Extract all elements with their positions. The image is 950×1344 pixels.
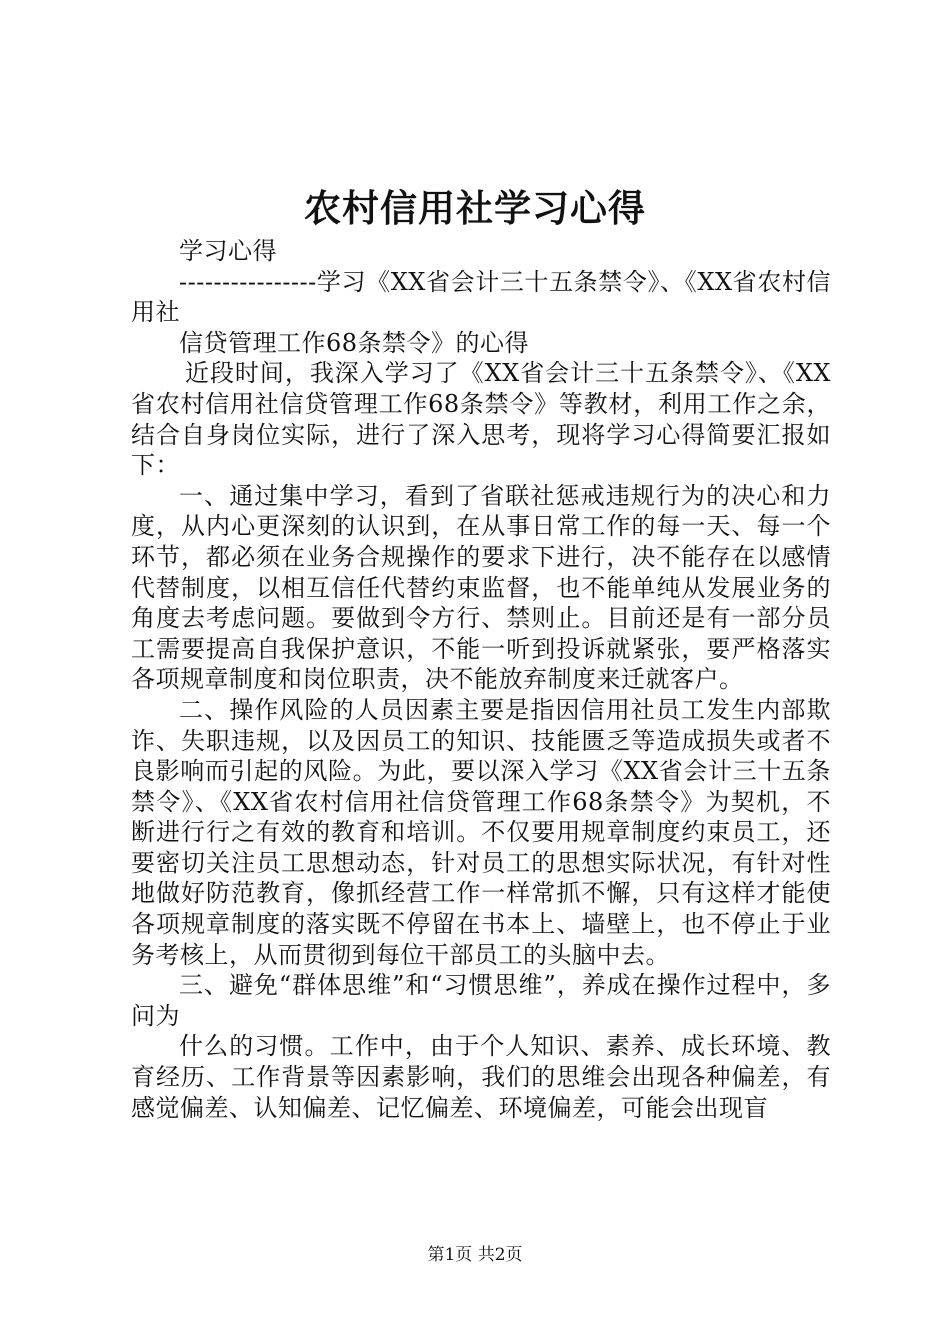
paragraph-subtitle-line-1: ----------------学习《XX省会计三十五条禁令》、《XX省农村信用社: [131, 267, 831, 327]
paragraph-point-3: 三、避免“群体思维”和“习惯思维”，养成在操作过程中，多问为: [131, 971, 831, 1030]
page-number-footer: 第1页 共2页: [427, 1245, 523, 1265]
paragraph-intro: 近段时间，我深入学习了《XX省会计三十五条禁令》、《XX省农村信用社信贷管理工作68条禁令》等教材，利用工作之余，结合自身岗位实际，进行了深入思考，现将学习心得简要汇报如下：: [131, 359, 831, 480]
paragraph-point-3-continued: 什么的习惯。工作中，由于个人知识、素养、成长环境、教育经历、工作背景等因素影响，我们的思维会出现各种偏差，有感觉偏差、认知偏差、记忆偏差、环境偏差，可能会出现盲: [131, 1032, 831, 1122]
document-body: [131, 236, 831, 1123]
paragraph-heading: 学习心得: [179, 237, 277, 265]
document-title: 农村信用社学习心得: [304, 186, 646, 230]
paragraph-point-1: 一、通过集中学习，看到了省联社惩戒违规行为的决心和力度，从内心更深刻的认识到，在从事日常工作的每一天、每一个环节，都必须在业务合规操作的要求下进行，决不能存在以感情代替制度，以相互信任代替约束监督，也不能单纯从发展业务的角度去考虑问题。要做到令方行、禁则止。目前还是有一部分员工需要提高自我保护意识，不能一听到投诉就紧张，要严格落实各项规章制度和岗位职责，决不能放弃制度来迁就客户。: [131, 481, 831, 694]
paragraph-subtitle-line-2: 信贷管理工作68条禁令》的心得: [179, 328, 530, 357]
paragraph-point-2: 二、操作风险的人员因素主要是指因信用社员工发生内部欺诈、失职违规，以及因员工的知识、技能匮乏等造成损失或者不良影响而引起的风险。为此，要以深入学习《XX省会计三十五条禁令》、《XX省农村信用社信贷管理工作68条禁令》为契机，不断进行行之有效的教育和培训。不仅要用规章制度约束员工，还要密切关注员工思想动态，针对员工的思想实际状况，有针对性地做好防范教育，像抓经营工作一样常抓不懈，只有这样才能使各项规章制度的落实既不停留在书本上、墙壁上，也不停止于业务考核上，从而贯彻到每位干部员工的头脑中去。: [131, 695, 831, 969]
